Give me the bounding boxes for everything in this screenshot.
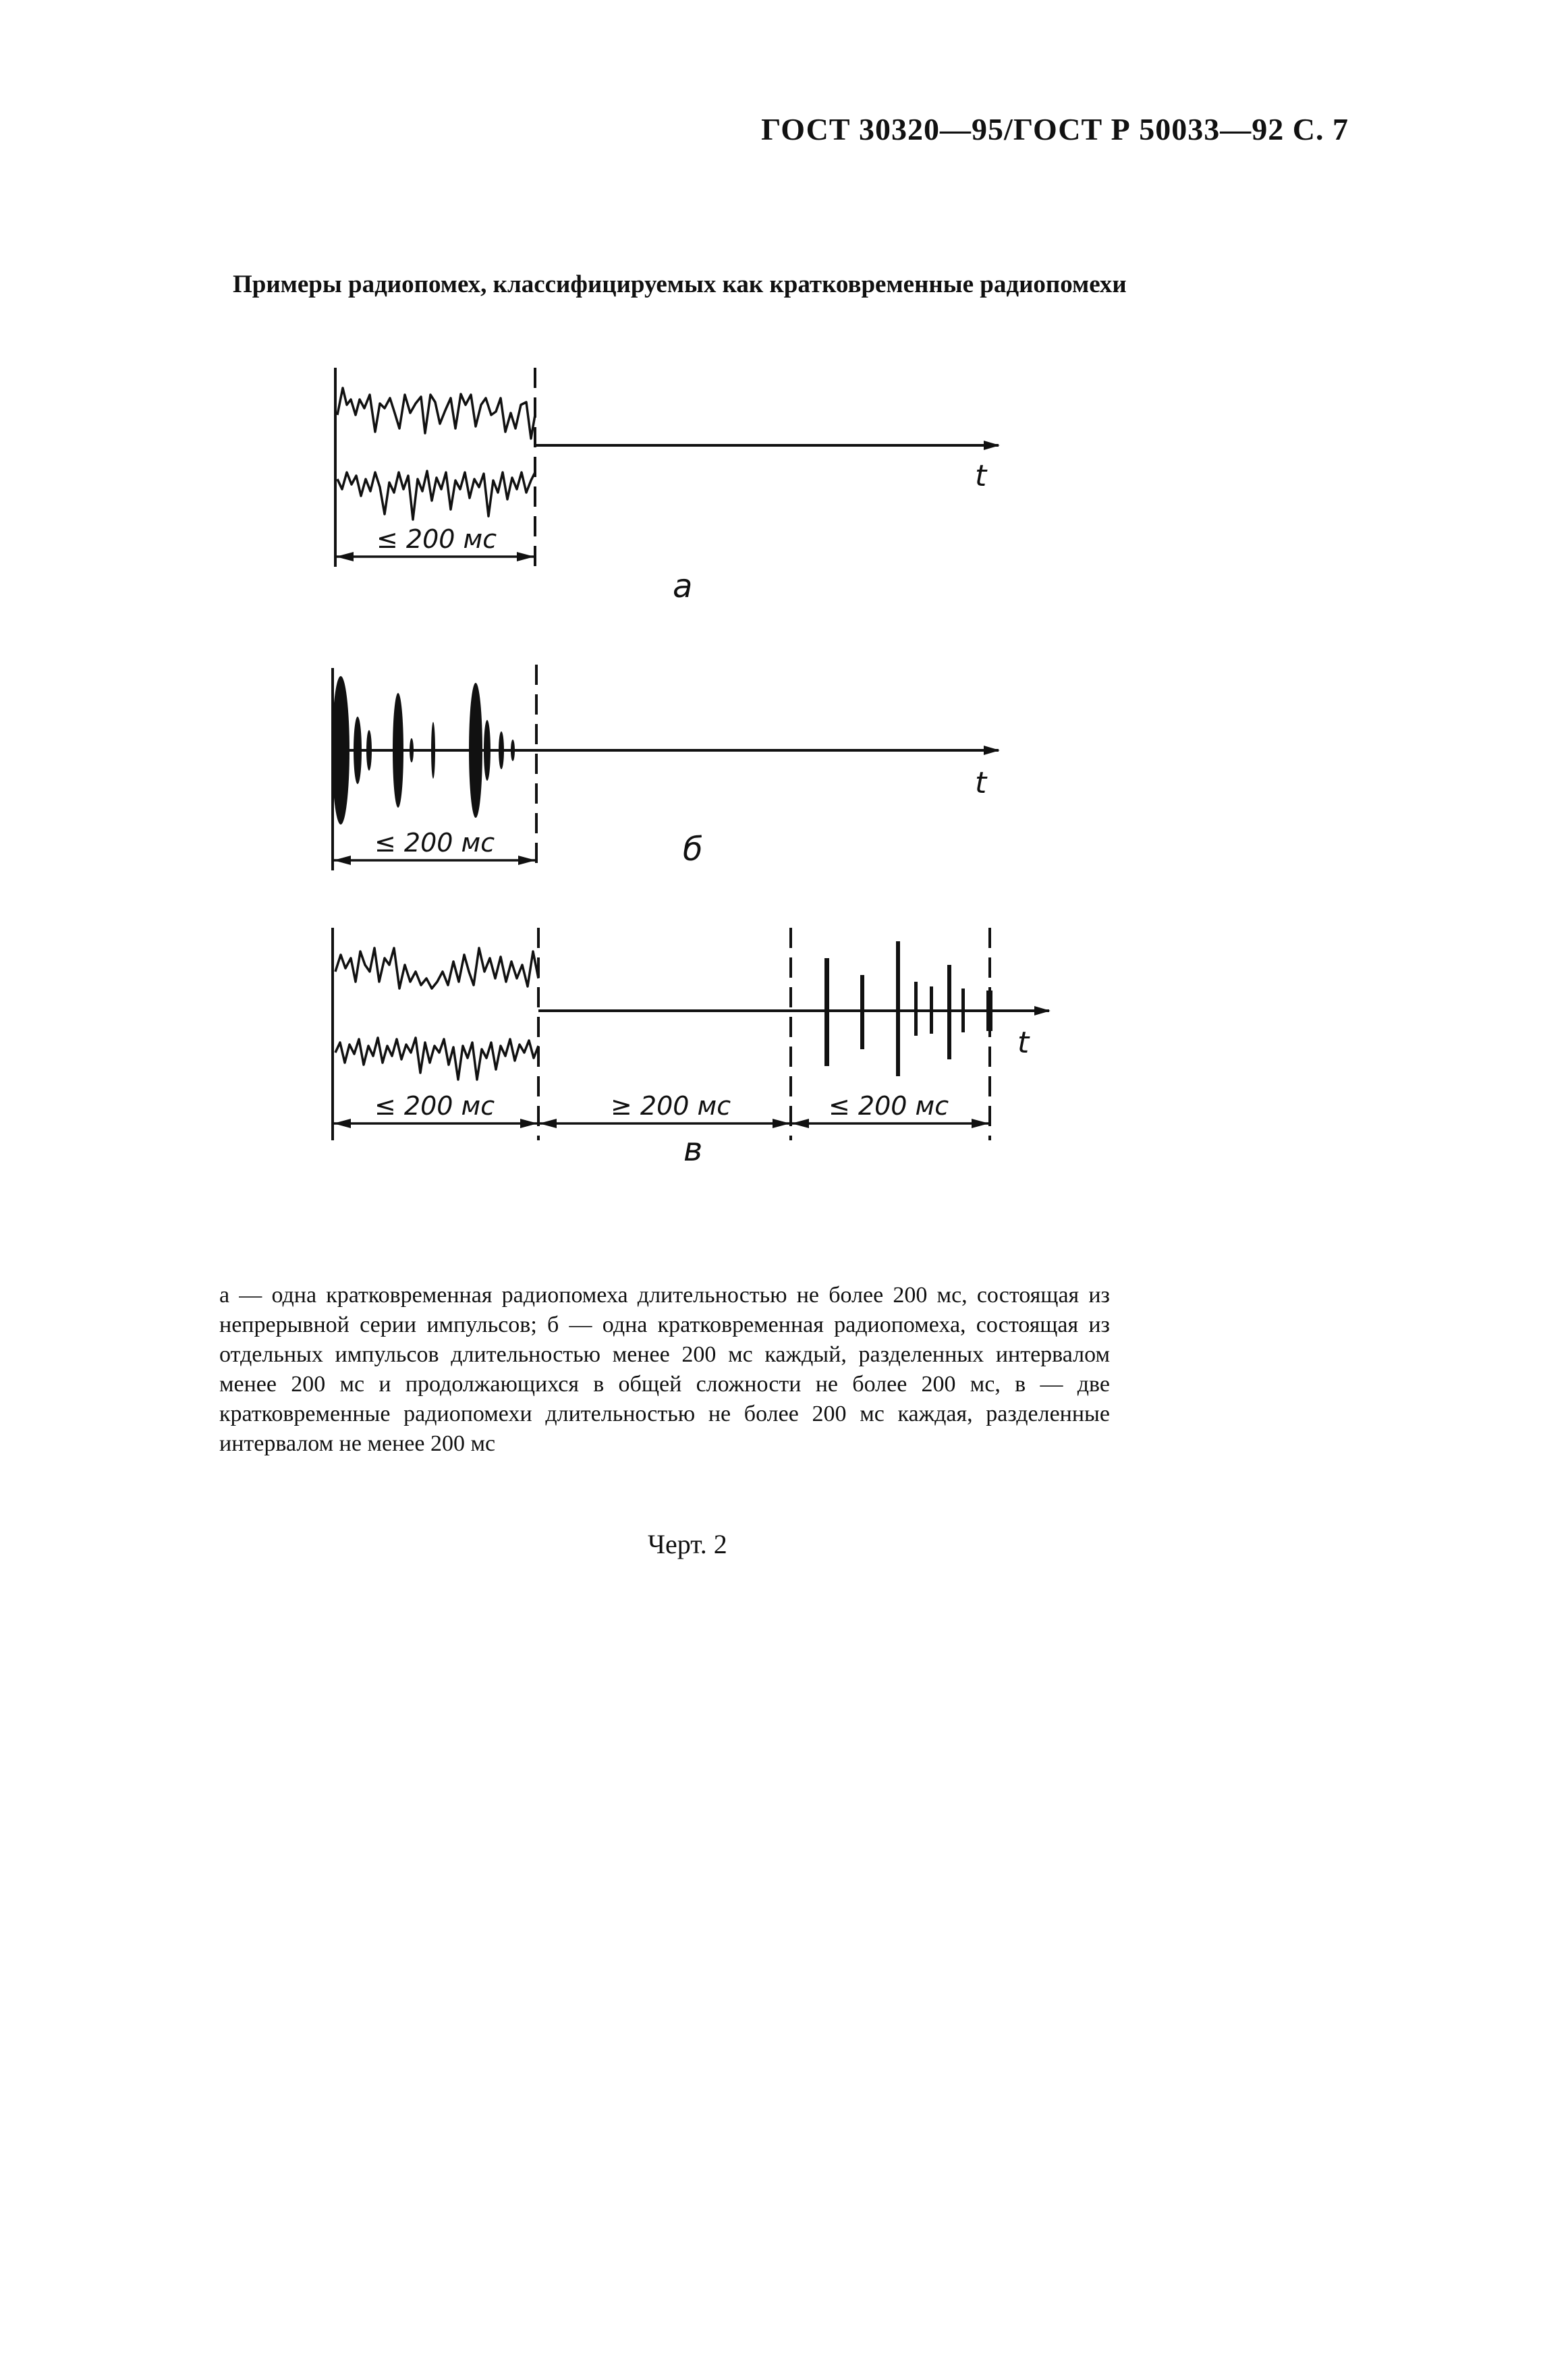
pulse xyxy=(896,941,900,1076)
pulse xyxy=(354,717,362,784)
noise-trace-upper xyxy=(335,948,538,988)
pulse xyxy=(947,965,951,1059)
pulse xyxy=(366,730,372,771)
panel-letter-v: в xyxy=(683,1131,703,1169)
noise-trace-lower xyxy=(337,471,535,520)
pulse xyxy=(393,693,403,808)
figure-heading: Примеры радиопомех, классифицируемых как кратковременные радиопомехи xyxy=(233,271,1127,298)
page-header: ГОСТ 30320—95/ГОСТ Р 50033—92 С. 7 xyxy=(761,112,1349,146)
pulse xyxy=(961,988,965,1032)
duration-label-a: ≤ 200 мс xyxy=(376,524,497,554)
noise-trace-upper xyxy=(337,388,535,439)
figure-caption: а — одна кратковременная радиопомеха длительностью не более 200 мс, состоящая из непрерывной серии импульсов; б — одна кратковременная радиопомеха, состоящая из отдельных импульсов длительностью менее 200 мс каждый, разделенных интервалом менее 200 мс и продолжающихся в общей сложности не более 200 мс, в — две кратковременные радиопомехи длительностью не более 200 мс каждая, разделенные интервалом не менее 200 мс xyxy=(219,1283,1110,1456)
pulse xyxy=(511,740,515,761)
time-axis-label-b: t xyxy=(975,766,987,800)
pulse xyxy=(986,991,992,1031)
time-axis-label-a: t xyxy=(975,459,987,493)
noise-trace-lower xyxy=(335,1038,538,1080)
gap-label-v: ≥ 200 мс xyxy=(611,1091,731,1121)
duration-label-b: ≤ 200 мс xyxy=(374,828,495,858)
panel-b xyxy=(332,665,999,870)
pulse xyxy=(410,738,414,762)
pulse xyxy=(930,986,933,1034)
panel-v xyxy=(333,928,1049,1169)
pulse xyxy=(431,722,435,779)
pulse xyxy=(914,982,918,1036)
duration-label-v2: ≤ 200 мс xyxy=(829,1091,949,1121)
pulse xyxy=(860,975,864,1049)
panel-letter-b: б xyxy=(683,831,703,868)
panel-letter-a: а xyxy=(673,567,693,605)
time-axis-label-v: t xyxy=(1017,1026,1030,1060)
pulse xyxy=(499,731,504,769)
panel-a xyxy=(335,368,999,605)
pulse xyxy=(469,683,482,818)
pulse xyxy=(332,676,349,825)
pulse xyxy=(824,958,829,1066)
figure-label: Черт. 2 xyxy=(648,1529,727,1559)
pulse xyxy=(484,720,491,781)
duration-label-v1: ≤ 200 мс xyxy=(374,1091,495,1121)
